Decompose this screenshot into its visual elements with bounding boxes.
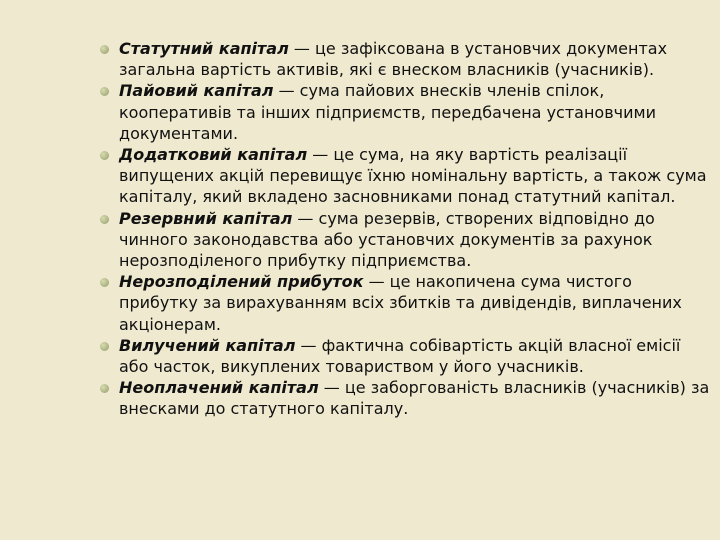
bullet-icon — [100, 45, 109, 54]
term: Статутний капітал — [119, 39, 289, 58]
bullet-icon — [100, 278, 109, 287]
slide-content — [100, 38, 714, 420]
definition: — сума пайових внесків членів спілок, кооперативів та інших підприємств, передбачена установчими документами. — [119, 81, 656, 143]
list-item-share-capital — [100, 80, 714, 144]
bullet-icon — [100, 342, 109, 351]
definition-list — [100, 38, 714, 420]
term: Нерозподілений прибуток — [119, 272, 364, 292]
definition: — сума резервів, створених відповідно до чинного законодавства або установчих документів за рахунок нерозподіленого прибутку підприємства. — [119, 208, 655, 271]
term: Додатковий капітал — [119, 145, 308, 165]
bullet-icon — [100, 215, 109, 224]
definition: — це накопичена сума чистого прибутку за вирахуванням всіх збитків та дивідендів, виплачених акціонерам. — [119, 272, 682, 334]
definition: — фактична собівартість акцій власної емісії або часток, викуплених товариством у його учасників. — [119, 335, 681, 377]
bullet-icon — [100, 87, 109, 96]
definition: — це заборгованість власників (учасників) за внесками до статутного капіталу. — [119, 378, 710, 419]
list-item-withdrawn-capital — [100, 335, 714, 377]
list-item-additional-capital — [100, 144, 714, 208]
definition: — це зафіксована в установчих документах загальна вартість активів, які є внеском власників (учасників). — [119, 39, 668, 80]
list-item-statutory-capital — [100, 38, 714, 80]
term: Вилучений капітал — [119, 335, 296, 355]
list-item-reserve-capital — [100, 208, 714, 272]
definition: — це сума, на яку вартість реалізації випущених акцій перевищує їхню номінальну вартість, а також сума капіталу, який вкладено засновниками понад статутний капітал. — [119, 145, 707, 207]
bullet-icon — [100, 384, 109, 393]
term: Пайовий капітал — [119, 81, 274, 101]
list-item-retained-earnings — [100, 271, 714, 335]
term: Резервний капітал — [119, 208, 293, 228]
list-item-unpaid-capital — [100, 377, 714, 419]
term: Неоплачений капітал — [119, 378, 319, 398]
bullet-icon — [100, 151, 109, 160]
